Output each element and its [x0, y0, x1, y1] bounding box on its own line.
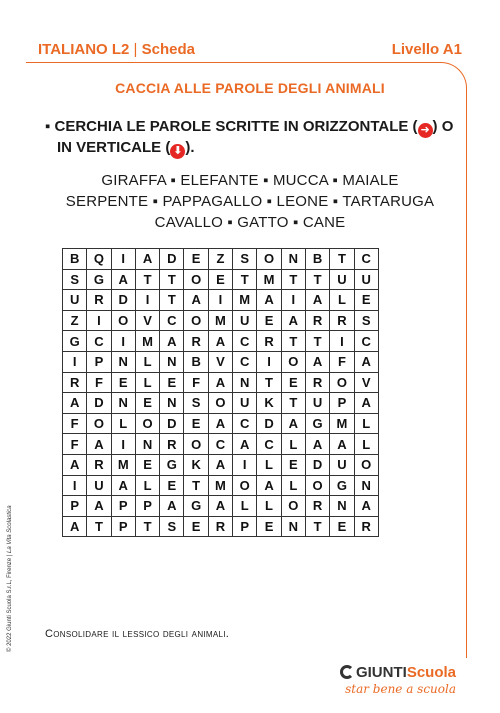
grid-cell[interactable]: U: [305, 393, 329, 414]
grid-cell[interactable]: F: [330, 351, 354, 372]
grid-cell[interactable]: Z: [63, 310, 87, 331]
grid-cell[interactable]: T: [160, 290, 184, 311]
grid-cell[interactable]: V: [135, 310, 159, 331]
grid-row: [63, 331, 379, 352]
word-line: CAVALLO ▪ GATTO ▪ CANE: [154, 214, 346, 231]
grid-cell[interactable]: E: [281, 372, 305, 393]
grid-cell[interactable]: A: [208, 496, 232, 517]
arrow-down-icon: ⬇: [170, 144, 185, 159]
grid-cell[interactable]: P: [87, 351, 111, 372]
grid-cell[interactable]: O: [184, 434, 208, 455]
grid-cell[interactable]: C: [354, 249, 378, 270]
grid-cell[interactable]: A: [184, 290, 208, 311]
grid-cell[interactable]: C: [233, 331, 257, 352]
grid-cell[interactable]: T: [135, 516, 159, 537]
grid-cell[interactable]: M: [257, 269, 281, 290]
grid-cell[interactable]: A: [63, 516, 87, 537]
grid-cell[interactable]: L: [281, 475, 305, 496]
grid-cell[interactable]: O: [233, 475, 257, 496]
grid-cell[interactable]: C: [257, 434, 281, 455]
grid-cell[interactable]: K: [257, 393, 281, 414]
grid-cell[interactable]: I: [135, 290, 159, 311]
grid-cell[interactable]: I: [111, 434, 135, 455]
grid-cell[interactable]: R: [87, 454, 111, 475]
grid-cell[interactable]: R: [63, 372, 87, 393]
grid-cell[interactable]: R: [354, 516, 378, 537]
grid-cell[interactable]: E: [160, 475, 184, 496]
grid-cell[interactable]: I: [257, 351, 281, 372]
grid-cell[interactable]: T: [330, 249, 354, 270]
grid-cell[interactable]: I: [111, 331, 135, 352]
grid-cell[interactable]: E: [208, 269, 232, 290]
grid-row: [63, 249, 379, 270]
grid-cell[interactable]: A: [305, 434, 329, 455]
grid-cell[interactable]: E: [135, 393, 159, 414]
grid-cell[interactable]: A: [135, 249, 159, 270]
copyright-note: © 2022 Giunti Scuola S.r.L, Firenze | La Vita Scolastica: [7, 505, 13, 652]
grid-row: [63, 516, 379, 537]
grid-cell[interactable]: P: [63, 496, 87, 517]
grid-cell[interactable]: R: [160, 434, 184, 455]
grid-row: [63, 290, 379, 311]
grid-cell[interactable]: Q: [87, 249, 111, 270]
grid-cell[interactable]: D: [87, 393, 111, 414]
grid-cell[interactable]: S: [354, 310, 378, 331]
grid-cell[interactable]: P: [233, 516, 257, 537]
grid-cell[interactable]: C: [354, 331, 378, 352]
grid-cell[interactable]: E: [184, 516, 208, 537]
grid-cell[interactable]: I: [281, 290, 305, 311]
grid-cell[interactable]: N: [281, 249, 305, 270]
grid-cell[interactable]: A: [281, 310, 305, 331]
grid-cell[interactable]: T: [281, 331, 305, 352]
grid-cell[interactable]: U: [330, 454, 354, 475]
grid-cell[interactable]: O: [208, 393, 232, 414]
grid-cell[interactable]: P: [111, 516, 135, 537]
grid-cell[interactable]: V: [354, 372, 378, 393]
grid-cell[interactable]: A: [305, 351, 329, 372]
instruction: [45, 117, 465, 159]
grid-cell[interactable]: D: [160, 413, 184, 434]
grid-cell[interactable]: C: [208, 434, 232, 455]
grid-cell[interactable]: F: [184, 372, 208, 393]
grid-cell[interactable]: A: [257, 475, 281, 496]
grid-cell[interactable]: C: [160, 310, 184, 331]
grid-cell[interactable]: O: [184, 269, 208, 290]
grid-cell[interactable]: L: [135, 475, 159, 496]
grid-cell[interactable]: S: [233, 249, 257, 270]
arrow-right-icon: ➜: [418, 123, 433, 138]
grid-cell[interactable]: R: [305, 372, 329, 393]
grid-cell[interactable]: A: [87, 496, 111, 517]
grid-cell[interactable]: R: [305, 496, 329, 517]
grid-cell[interactable]: S: [160, 516, 184, 537]
grid-cell[interactable]: M: [208, 310, 232, 331]
grid-cell[interactable]: N: [135, 434, 159, 455]
grid-cell[interactable]: R: [257, 331, 281, 352]
level-label: Livello A1: [391, 41, 462, 58]
logo-brand: GIUNTIScuola: [340, 664, 456, 681]
grid-cell[interactable]: L: [135, 372, 159, 393]
grid-cell[interactable]: E: [160, 372, 184, 393]
grid-cell[interactable]: E: [281, 454, 305, 475]
grid-cell[interactable]: E: [111, 372, 135, 393]
grid-cell[interactable]: T: [233, 269, 257, 290]
word-list: [0, 170, 500, 233]
word-search-grid: [62, 248, 379, 537]
grid-cell[interactable]: T: [305, 516, 329, 537]
grid-row: [63, 310, 379, 331]
grid-cell[interactable]: A: [354, 393, 378, 414]
grid-cell[interactable]: U: [330, 269, 354, 290]
grid-cell[interactable]: L: [135, 351, 159, 372]
grid-cell[interactable]: N: [233, 372, 257, 393]
grid-cell[interactable]: U: [63, 290, 87, 311]
grid-cell[interactable]: O: [135, 413, 159, 434]
grid-cell[interactable]: A: [111, 269, 135, 290]
grid-cell[interactable]: L: [257, 496, 281, 517]
grid-cell[interactable]: L: [257, 454, 281, 475]
grid-cell[interactable]: Z: [208, 249, 232, 270]
grid-cell[interactable]: A: [87, 434, 111, 455]
grid-row: [63, 269, 379, 290]
grid-cell[interactable]: A: [208, 372, 232, 393]
grid-cell[interactable]: S: [184, 393, 208, 414]
grid-cell[interactable]: G: [63, 331, 87, 352]
grid-cell[interactable]: T: [184, 475, 208, 496]
grid-cell[interactable]: O: [330, 372, 354, 393]
grid-cell[interactable]: L: [354, 434, 378, 455]
grid-row: [63, 372, 379, 393]
grid-cell[interactable]: A: [233, 434, 257, 455]
grid-cell[interactable]: M: [135, 331, 159, 352]
grid-cell[interactable]: C: [233, 351, 257, 372]
grid-cell[interactable]: D: [305, 454, 329, 475]
grid-cell[interactable]: E: [184, 249, 208, 270]
grid-row: [63, 393, 379, 414]
subject-label: ITALIANO L2: [38, 41, 130, 58]
grid-cell[interactable]: T: [87, 516, 111, 537]
grid-cell[interactable]: N: [281, 516, 305, 537]
grid-cell[interactable]: G: [160, 454, 184, 475]
grid-cell[interactable]: O: [257, 249, 281, 270]
grid-cell[interactable]: O: [111, 310, 135, 331]
grid-row: [63, 413, 379, 434]
grid-cell[interactable]: B: [184, 351, 208, 372]
grid-cell[interactable]: D: [160, 249, 184, 270]
grid-cell[interactable]: E: [257, 310, 281, 331]
giunti-scuola-logo: [340, 664, 456, 696]
grid-cell[interactable]: R: [330, 310, 354, 331]
grid-cell[interactable]: I: [330, 331, 354, 352]
grid-row: [63, 475, 379, 496]
grid-cell[interactable]: O: [281, 496, 305, 517]
grid-cell[interactable]: G: [330, 475, 354, 496]
grid-cell[interactable]: A: [354, 351, 378, 372]
grid-cell[interactable]: I: [208, 290, 232, 311]
grid-cell[interactable]: P: [135, 496, 159, 517]
grid-cell[interactable]: L: [111, 413, 135, 434]
grid-cell[interactable]: M: [330, 413, 354, 434]
grid-cell[interactable]: I: [111, 249, 135, 270]
grid-cell[interactable]: A: [63, 454, 87, 475]
grid-cell[interactable]: F: [63, 434, 87, 455]
grid-cell[interactable]: B: [63, 249, 87, 270]
grid-cell[interactable]: M: [208, 475, 232, 496]
grid-row: [63, 434, 379, 455]
grid-cell[interactable]: K: [184, 454, 208, 475]
grid-cell[interactable]: U: [233, 310, 257, 331]
grid-cell[interactable]: A: [330, 434, 354, 455]
grid-cell[interactable]: V: [208, 351, 232, 372]
grid-cell[interactable]: N: [160, 393, 184, 414]
grid-row: [63, 496, 379, 517]
grid-cell[interactable]: N: [160, 351, 184, 372]
grid-cell[interactable]: A: [208, 331, 232, 352]
grid-cell[interactable]: N: [354, 475, 378, 496]
grid-cell[interactable]: M: [233, 290, 257, 311]
grid-row: [63, 454, 379, 475]
footer-note: Consolidare il lessico degli animali.: [45, 628, 230, 640]
grid-cell[interactable]: O: [354, 454, 378, 475]
grid-cell[interactable]: T: [281, 393, 305, 414]
logo-tagline: star bene a scuola: [345, 682, 456, 696]
instruction-line-1: ▪ CERCHIA LE PAROLE SCRITTE IN ORIZZONTALE ( ➜ ) O: [45, 118, 454, 136]
grid-cell[interactable]: D: [257, 413, 281, 434]
grid-cell[interactable]: I: [87, 310, 111, 331]
grid-cell[interactable]: E: [184, 413, 208, 434]
grid-cell[interactable]: R: [208, 516, 232, 537]
grid-row: [63, 351, 379, 372]
grid-cell[interactable]: T: [257, 372, 281, 393]
grid-cell[interactable]: T: [135, 269, 159, 290]
grid-cell[interactable]: T: [305, 269, 329, 290]
grid-cell[interactable]: P: [330, 393, 354, 414]
grid-cell[interactable]: R: [87, 290, 111, 311]
instruction-line-2: IN VERTICALE ( ⬇ ).: [57, 139, 195, 157]
grid-cell[interactable]: N: [330, 496, 354, 517]
grid-cell[interactable]: U: [87, 475, 111, 496]
header-subject: [38, 41, 195, 58]
grid-cell[interactable]: B: [305, 249, 329, 270]
bullet-icon: ▪: [45, 118, 51, 135]
grid-cell[interactable]: C: [87, 331, 111, 352]
grid-cell[interactable]: A: [63, 393, 87, 414]
grid-cell[interactable]: E: [135, 454, 159, 475]
header-separator: |: [129, 41, 142, 58]
grid-cell[interactable]: R: [305, 310, 329, 331]
grid-cell[interactable]: C: [233, 413, 257, 434]
grid-cell[interactable]: A: [208, 413, 232, 434]
grid-cell[interactable]: T: [160, 269, 184, 290]
grid-cell[interactable]: O: [184, 310, 208, 331]
grid-cell[interactable]: D: [111, 290, 135, 311]
grid-cell[interactable]: O: [281, 351, 305, 372]
grid-cell[interactable]: A: [111, 475, 135, 496]
grid-cell[interactable]: U: [354, 269, 378, 290]
grid-cell[interactable]: S: [63, 269, 87, 290]
giunti-g-icon: [340, 665, 354, 679]
grid-cell[interactable]: R: [184, 331, 208, 352]
grid-cell[interactable]: F: [87, 372, 111, 393]
grid-cell[interactable]: L: [330, 290, 354, 311]
page-title: CACCIA ALLE PAROLE DEGLI ANIMALI: [115, 80, 385, 96]
grid-cell[interactable]: A: [208, 454, 232, 475]
grid-cell[interactable]: T: [305, 331, 329, 352]
grid-cell[interactable]: I: [233, 454, 257, 475]
grid-cell[interactable]: A: [281, 413, 305, 434]
grid-cell[interactable]: P: [111, 496, 135, 517]
grid-cell[interactable]: I: [63, 351, 87, 372]
grid-cell[interactable]: G: [87, 269, 111, 290]
grid-cell[interactable]: U: [233, 393, 257, 414]
grid-cell[interactable]: G: [305, 413, 329, 434]
grid-cell[interactable]: M: [111, 454, 135, 475]
grid-cell[interactable]: E: [354, 290, 378, 311]
grid-cell[interactable]: O: [305, 475, 329, 496]
grid-cell[interactable]: F: [63, 413, 87, 434]
grid-cell[interactable]: N: [111, 351, 135, 372]
grid-cell[interactable]: O: [87, 413, 111, 434]
grid-cell[interactable]: A: [257, 290, 281, 311]
grid-cell[interactable]: T: [281, 269, 305, 290]
grid-cell[interactable]: N: [111, 393, 135, 414]
grid-cell[interactable]: L: [354, 413, 378, 434]
grid-cell[interactable]: G: [184, 496, 208, 517]
grid-cell[interactable]: E: [257, 516, 281, 537]
grid-cell[interactable]: A: [160, 496, 184, 517]
word-line: GIRAFFA ▪ ELEFANTE ▪ MUCCA ▪ MAIALE: [101, 172, 399, 189]
grid-cell[interactable]: L: [233, 496, 257, 517]
word-line: SERPENTE ▪ PAPPAGALLO ▪ LEONE ▪ TARTARUGA: [65, 193, 435, 210]
grid-cell[interactable]: A: [354, 496, 378, 517]
grid-cell[interactable]: A: [305, 290, 329, 311]
grid-cell[interactable]: L: [281, 434, 305, 455]
grid-cell[interactable]: E: [330, 516, 354, 537]
grid-cell[interactable]: I: [63, 475, 87, 496]
worksheet-type: Scheda: [141, 41, 195, 58]
grid-cell[interactable]: A: [160, 331, 184, 352]
